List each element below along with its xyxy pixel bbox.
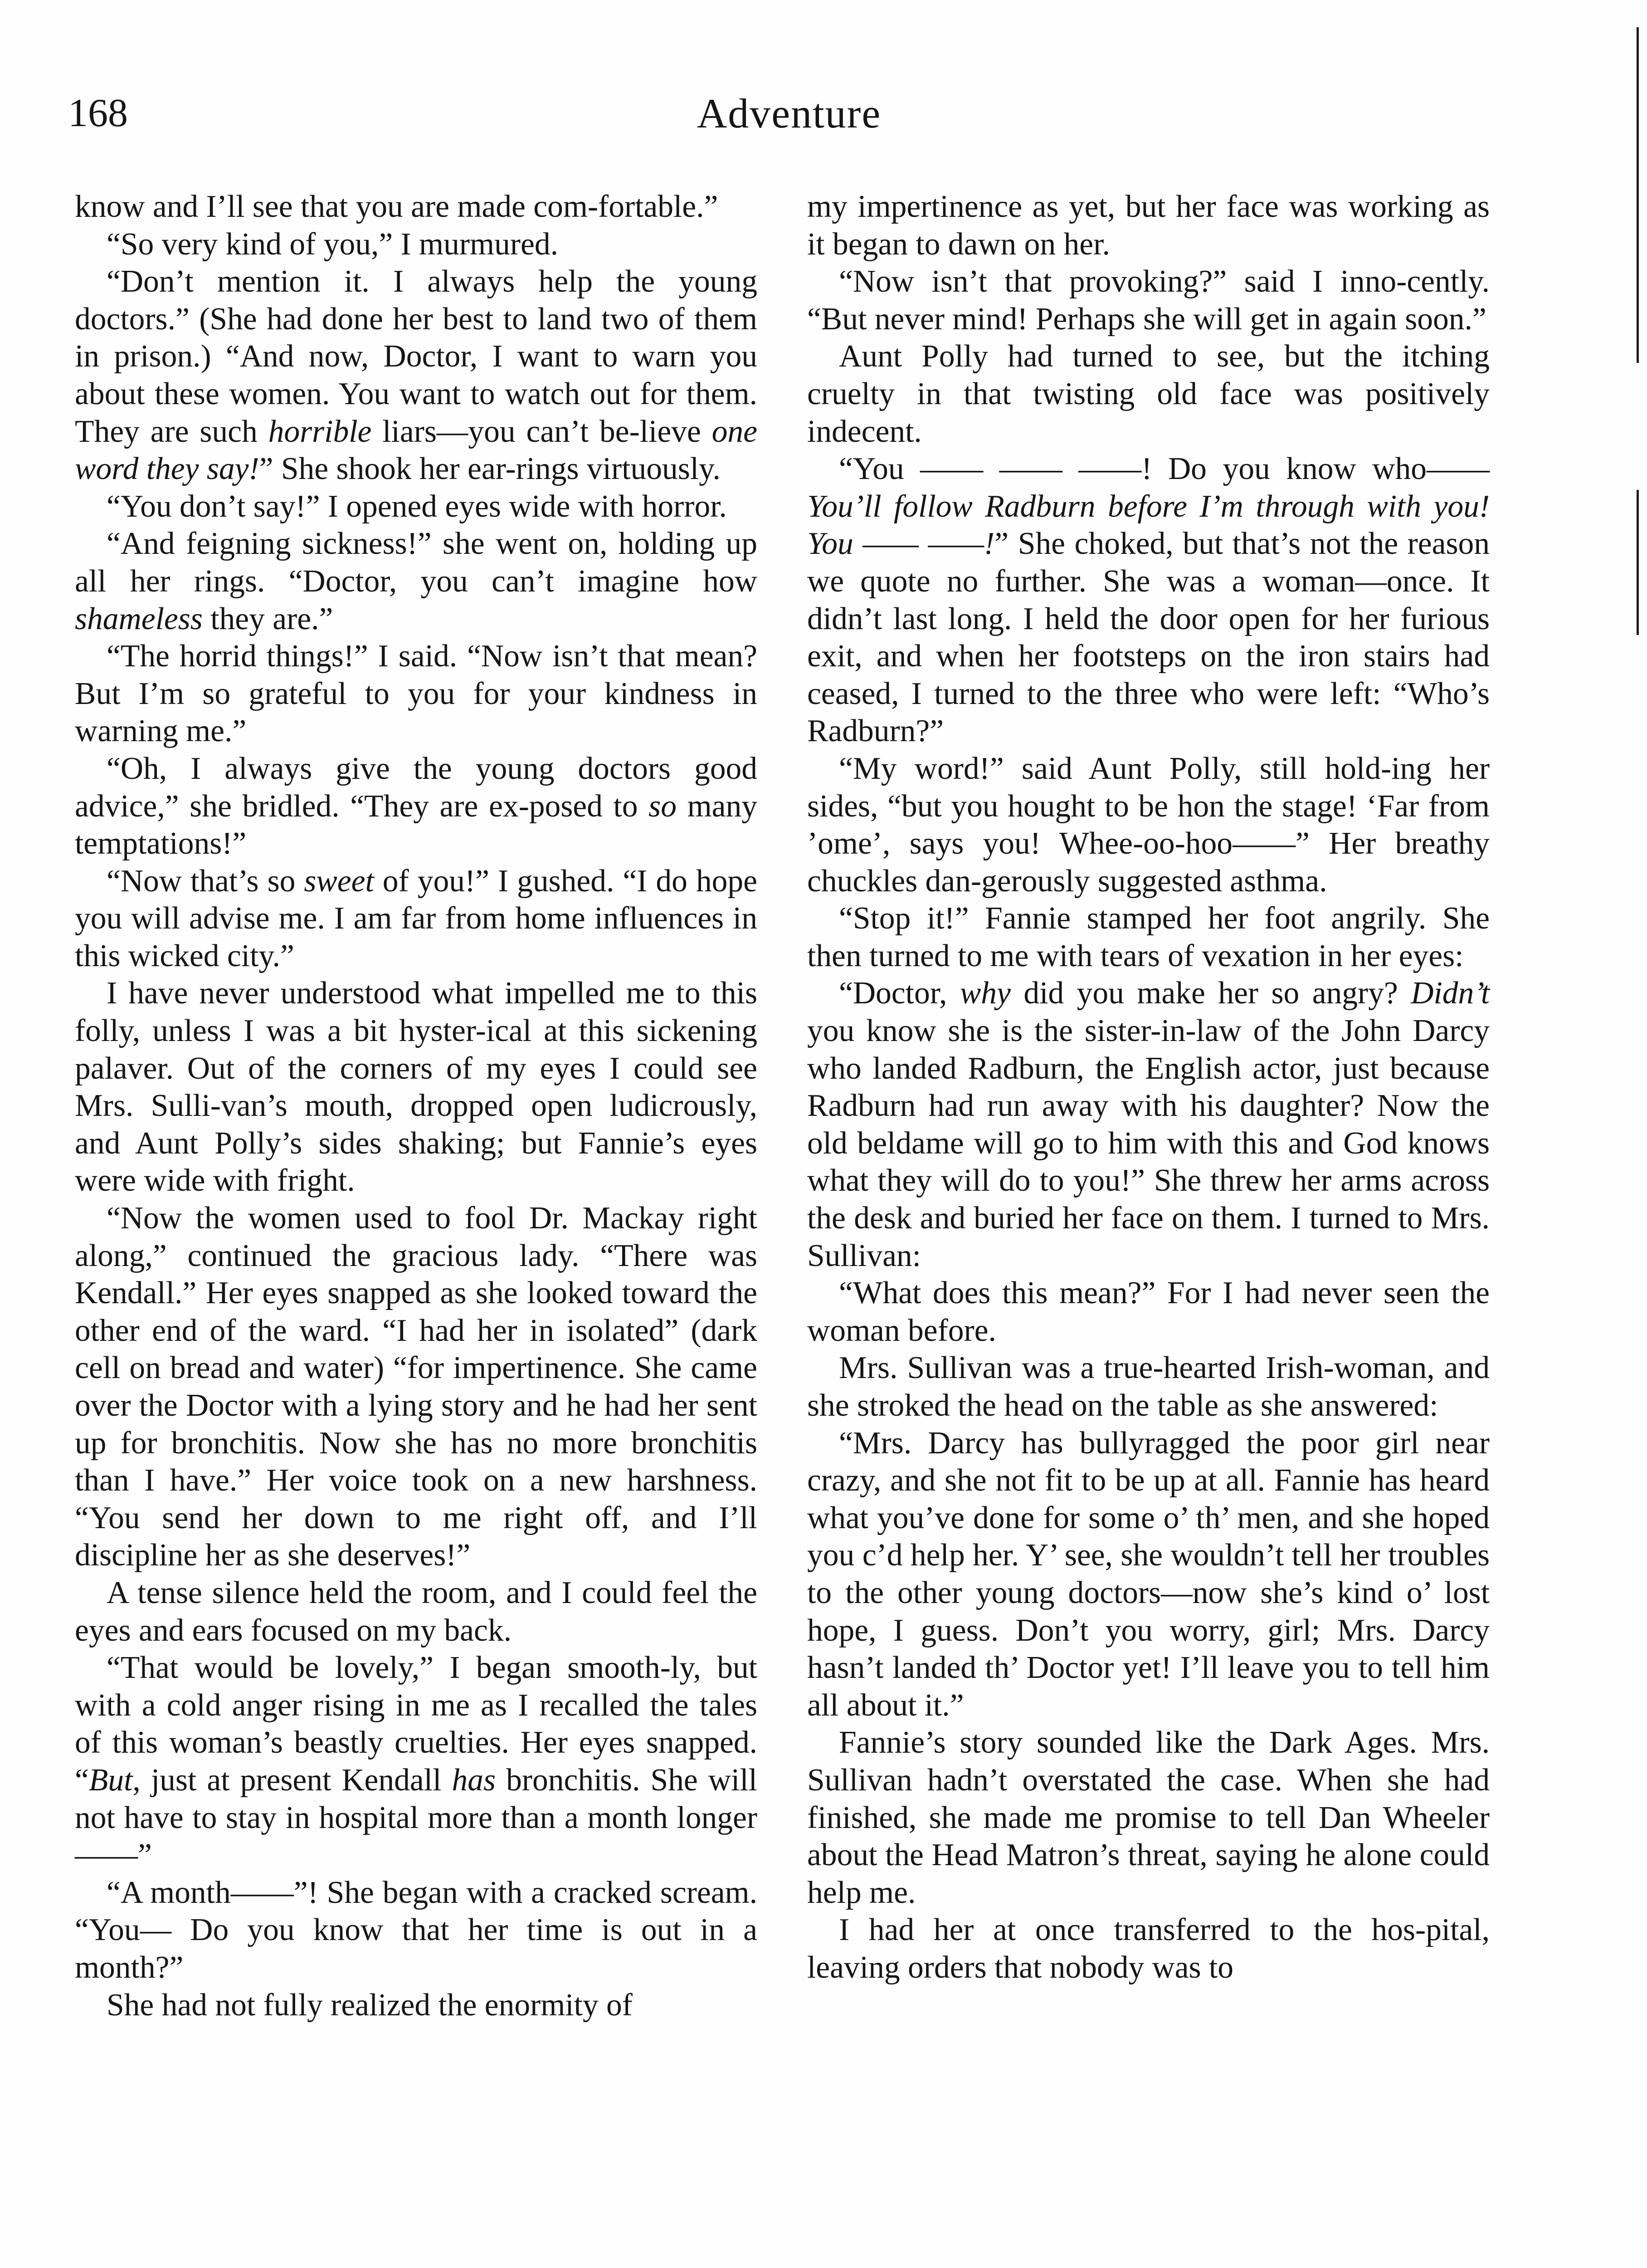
left-text-column xyxy=(75,188,757,2024)
paragraph: I had her at once transferred to the hos-pital, leaving orders that nobody was to xyxy=(807,1912,1490,1985)
paragraph: “Now isn’t that provoking?” said I inno-cently. “But never mind! Perhaps she will get in again soon.” xyxy=(807,264,1490,337)
paragraph: know and I’ll see that you are made com-fortable.” xyxy=(75,189,718,224)
paragraph: “Don’t mention it. I always help the young doctors.” (She had done her best to land two of them in prison.) “And now, Doctor, I want to warn you about these women. You want to watch out for them. They are such horrible liars—you can’t be-lieve one word they say!” She shook her ear-rings virtuously. xyxy=(75,264,757,487)
paragraph: “And feigning sickness!” she went on, holding up all her rings. “Doctor, you can’t imagine how shameless they are.” xyxy=(75,526,757,636)
paragraph: She had not fully realized the enormity of xyxy=(107,1987,633,2023)
paragraph: “You —— —— ——! Do you know who—— You’ll follow Radburn before I’m through with you! You —— ——!” She choked, but that’s not the reason we quote no further. She was a woman—once. It didn’t last long. I held the door open for her furious exit, and when her footsteps on the iron stairs had ceased, I turned to the three who were left: “Who’s Radburn?” xyxy=(807,451,1490,749)
paragraph: “My word!” said Aunt Polly, still hold-ing her sides, “but you hought to be hon the stage! ‘Far from ’ome’, says you! Whee-oo-hoo——” Her breathy chuckles dan-gerously suggested asthma. xyxy=(807,751,1490,899)
paragraph: “A month——”! She began with a cracked scream. “You— Do you know that her time is out in a month?” xyxy=(75,1875,757,1985)
paragraph: I have never understood what impelled me to this folly, unless I was a bit hyster-ical at this sickening palaver. Out of the corners of my eyes I could see Mrs. Sulli-van’s mouth, dropped open ludicrously, and Aunt Polly’s sides shaking; but Fannie’s eyes were wide with fright. xyxy=(75,976,757,1198)
paragraph: Mrs. Sullivan was a true-hearted Irish-woman, and she stroked the head on the table as she answered: xyxy=(807,1350,1490,1423)
page-header xyxy=(68,86,1510,145)
margin-marks xyxy=(1629,0,1647,680)
paragraph: “Doctor, why did you make her so angry? Didn’t you know she is the sister-in-law of the John Darcy who landed Radburn, the English actor, just because Radburn had run away with his daughter? Now the old beldame will go to him with this and God knows what they will do to you!” She threw her arms across the desk and buried her face on them. I turned to Mrs. Sullivan: xyxy=(807,976,1490,1273)
paragraph: “You don’t say!” I opened eyes wide with horror. xyxy=(107,489,727,524)
paragraph: “What does this mean?” For I had never seen the woman before. xyxy=(807,1276,1490,1348)
paragraph: my impertinence as yet, but her face was working as it began to dawn on her. xyxy=(807,189,1490,262)
paragraph: “The horrid things!” I said. “Now isn’t that mean? But I’m so grateful to you for your kindness in warning me.” xyxy=(75,639,757,749)
paragraph: A tense silence held the room, and I could feel the eyes and ears focused on my back. xyxy=(75,1575,757,1648)
paragraph: “Now that’s so sweet of you!” I gushed. “I do hope you will advise me. I am far from home influences in this wicked city.” xyxy=(75,863,757,973)
right-text-column xyxy=(807,188,1490,1987)
paragraph: “Now the women used to fool Dr. Mackay right along,” continued the gracious lady. “There was Kendall.” Her eyes snapped as she looked toward the other end of the ward. “I had her in isolated” (dark cell on bread and water) “for impertinence. She came over the Doctor with a lying story and he had her sent up for bronchitis. Now she has no more bronchitis than I have.” Her voice took on a new harshness. “You send her down to me right off, and I’ll discipline her as she deserves!” xyxy=(75,1201,757,1573)
paragraph: “Stop it!” Fannie stamped her foot angrily. She then turned to me with tears of vexation in her eyes: xyxy=(807,901,1490,973)
page-number: 168 xyxy=(68,91,128,135)
paragraph: “Oh, I always give the young doctors good advice,” she bridled. “They are ex-posed to so many temptations!” xyxy=(75,751,757,861)
margin-mark xyxy=(1637,490,1639,635)
paragraph: “So very kind of you,” I murmured. xyxy=(107,226,558,262)
paragraph: “That would be lovely,” I began smooth-ly, but with a cold anger rising in me as I recalled the tales of this woman’s beastly cruelties. Her eyes snapped. “But, just at present Kendall has bronchitis. She will not have to stay in hospital more than a month longer——” xyxy=(75,1650,757,1873)
running-head: Adventure xyxy=(697,90,882,137)
margin-mark xyxy=(1637,27,1639,363)
paragraph: “Mrs. Darcy has bullyragged the poor girl near crazy, and she not fit to be up at all. Fannie has heard what you’ve done for some o’ th’ men, and she hoped you c’d help her. Y’ see, she wouldn’t tell her troubles to the other young doctors—now she’s kind o’ lost hope, I guess. Don’t you worry, girl; Mrs. Darcy hasn’t landed th’ Doctor yet! I’ll leave you to tell him all about it.” xyxy=(807,1425,1490,1723)
paragraph: Fannie’s story sounded like the Dark Ages. Mrs. Sullivan hadn’t overstated the case. When she had finished, she made me promise to tell Dan Wheeler about the Head Matron’s threat, saying he alone could help me. xyxy=(807,1725,1490,1910)
paragraph: Aunt Polly had turned to see, but the itching cruelty in that twisting old face was positively indecent. xyxy=(807,339,1490,449)
